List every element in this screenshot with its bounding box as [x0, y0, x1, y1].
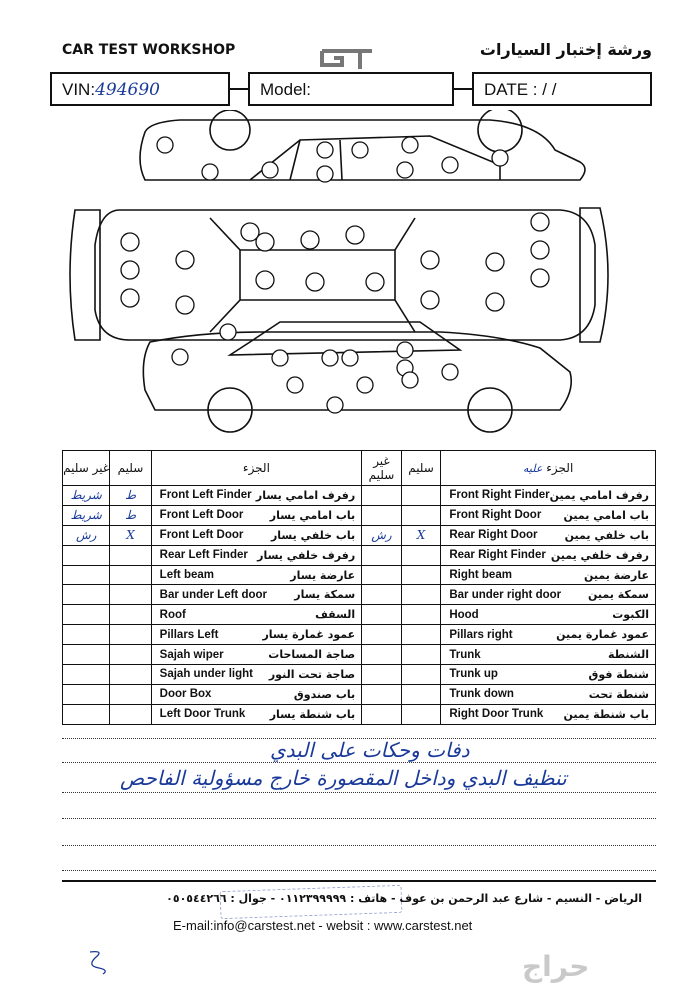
workshop-title-en: CAR TEST WORKSHOP [62, 42, 236, 58]
part-name-ar: صاجة تحت النور [268, 667, 356, 681]
part-cell [441, 525, 656, 545]
header-connector [454, 88, 472, 90]
part-cell [151, 565, 362, 585]
part-name-ar: عارضة يسار [290, 568, 356, 582]
not-good-cell[interactable] [362, 565, 402, 585]
table-row [63, 505, 656, 525]
not-good-cell[interactable] [63, 585, 110, 605]
part-name-en: Right beam [449, 569, 512, 581]
part-name-en: Pillars right [449, 628, 513, 641]
good-cell[interactable] [110, 545, 151, 565]
part-name-ar: سمكة يمين [588, 588, 649, 602]
handwritten-mark: ط [124, 508, 137, 523]
part-name-en: Sajah wiper [159, 648, 224, 661]
part-name-en: Bar under Left door [159, 588, 268, 601]
part-name-ar: رفرف امامي يسار [255, 488, 356, 502]
part-name-en: Trunk [449, 648, 481, 661]
notes-line [62, 870, 656, 871]
part-name-ar: باب شنطة يسار [269, 707, 356, 721]
good-cell[interactable] [401, 605, 441, 625]
inspection-table [62, 450, 656, 725]
part-name-en: Trunk up [449, 668, 498, 681]
good-cell[interactable] [110, 525, 151, 545]
col-good-right: سليم [401, 451, 441, 486]
handwritten-mark: رش [75, 528, 97, 543]
table-row [63, 545, 656, 565]
part-cell [441, 605, 656, 625]
part-name-en: Front Left Door [159, 529, 244, 542]
part-name-en: Left Door Trunk [159, 708, 246, 721]
part-name-en: Roof [159, 608, 186, 621]
pen-squiggle [85, 948, 115, 976]
part-name-ar: عارضة يمين [583, 568, 649, 582]
not-good-cell[interactable] [362, 665, 402, 685]
good-cell[interactable] [401, 704, 441, 724]
part-name-ar: شنطة تحت [588, 687, 649, 701]
not-good-cell[interactable] [63, 645, 110, 665]
col-good-left: سليم [110, 451, 151, 486]
part-name-en: Front Left Finder [159, 489, 252, 502]
part-name-ar: عمود غمارة يمين [556, 628, 649, 642]
part-name-ar: سمكة يسار [294, 588, 356, 602]
part-name-en: Rear Left Finder [159, 549, 248, 562]
vin-value: 494690 [95, 80, 160, 100]
good-cell[interactable] [110, 665, 151, 685]
table-row [63, 665, 656, 685]
handwritten-mark: ط [124, 488, 137, 503]
part-name-ar: الشنطة [608, 648, 649, 662]
part-name-en: Front Left Door [159, 509, 244, 522]
part-name-en: Front Right Door [449, 509, 542, 522]
part-cell [151, 684, 362, 704]
part-cell [151, 605, 362, 625]
not-good-cell[interactable] [63, 525, 110, 545]
part-name-en: Front Right Finder [449, 489, 550, 502]
table-row [63, 486, 656, 506]
footer-divider [62, 880, 656, 882]
col-part-right [441, 451, 656, 486]
model-field[interactable] [248, 72, 454, 106]
col-not-good-right: غير سليم [362, 451, 402, 486]
handwritten-mark: شريط [70, 508, 102, 523]
table-row [63, 645, 656, 665]
part-cell [441, 704, 656, 724]
col-part-left: الجزء [151, 451, 362, 486]
not-good-cell[interactable] [63, 545, 110, 565]
date-field[interactable] [472, 72, 652, 106]
not-good-cell[interactable] [362, 645, 402, 665]
part-name-ar: صاجة المساحات [268, 648, 356, 662]
watermark-logo: حراج [522, 950, 590, 983]
part-cell [151, 486, 362, 506]
good-cell[interactable] [110, 486, 151, 506]
part-name-ar: الكبوت [612, 608, 649, 622]
part-name-ar: باب صندوق [293, 687, 356, 701]
date-label: DATE : / / [484, 80, 557, 99]
table-row [63, 605, 656, 625]
good-cell[interactable] [401, 505, 441, 525]
part-cell [151, 525, 362, 545]
not-good-cell[interactable] [362, 684, 402, 704]
part-name-ar: شنطة فوق [588, 667, 649, 681]
part-cell [151, 625, 362, 645]
part-name-en: Hood [449, 608, 479, 621]
good-cell[interactable] [110, 585, 151, 605]
good-cell[interactable] [401, 665, 441, 685]
table-row [63, 585, 656, 605]
not-good-cell[interactable] [63, 505, 110, 525]
good-cell[interactable] [401, 625, 441, 645]
workshop-title-ar: ورشة إختبار السيارات [479, 40, 652, 59]
inspection-rows [63, 486, 656, 725]
part-cell [441, 665, 656, 685]
part-cell [441, 505, 656, 525]
part-cell [151, 704, 362, 724]
not-good-cell[interactable] [362, 704, 402, 724]
part-cell [441, 645, 656, 665]
handwritten-note-header: عليه [523, 462, 543, 475]
good-cell[interactable] [401, 525, 441, 545]
part-name-ar: باب امامي يمين [563, 508, 649, 522]
good-cell[interactable] [401, 486, 441, 506]
vin-field[interactable] [50, 72, 230, 106]
not-good-cell[interactable] [362, 605, 402, 625]
part-name-en: Door Box [159, 688, 212, 701]
part-cell [441, 585, 656, 605]
table-row [63, 704, 656, 724]
part-cell [151, 645, 362, 665]
part-name-ar: باب خلفي يمين [564, 528, 649, 542]
good-cell[interactable] [110, 605, 151, 625]
good-cell[interactable] [401, 545, 441, 565]
good-cell[interactable] [401, 645, 441, 665]
part-cell [151, 545, 362, 565]
part-cell [441, 684, 656, 704]
good-cell[interactable] [110, 684, 151, 704]
part-name-ar: رفرف امامي يمين [549, 488, 649, 502]
good-cell[interactable] [401, 684, 441, 704]
handwritten-mark: X [416, 528, 426, 543]
part-cell [441, 625, 656, 645]
table-row [63, 625, 656, 645]
good-cell[interactable] [110, 625, 151, 645]
part-cell [151, 665, 362, 685]
not-good-cell[interactable] [63, 605, 110, 625]
footer-address: الرياض - النسيم - شارع عبد الرحمن بن عوف - هاتف : ٠١١٢٣٩٩٩٩٩ - جوال : ٠٥٠٥٤٤٢٦٦ [166, 892, 642, 905]
table-row [63, 565, 656, 585]
part-name-en: Rear Right Finder [449, 549, 546, 562]
not-good-cell[interactable] [63, 665, 110, 685]
good-cell[interactable] [110, 565, 151, 585]
part-name-en: Trunk down [449, 688, 514, 701]
part-name-en: Left beam [159, 569, 214, 581]
good-cell[interactable] [401, 585, 441, 605]
notes-line [62, 845, 656, 846]
not-good-cell[interactable] [63, 704, 110, 724]
footer-contact: E-mail:info@carstest.net - websit : www.carstest.net [173, 918, 473, 933]
vin-label: VIN: [62, 80, 96, 99]
table-row [63, 684, 656, 704]
part-name-en: Bar under right door [449, 588, 562, 601]
good-cell[interactable] [110, 704, 151, 724]
not-good-cell[interactable] [362, 525, 402, 545]
not-good-cell[interactable] [63, 486, 110, 506]
not-good-cell[interactable] [362, 545, 402, 565]
part-right-label: الجزء [546, 461, 574, 475]
part-cell [441, 486, 656, 506]
gt-logo [318, 45, 376, 71]
good-cell[interactable] [401, 565, 441, 585]
logo-text: GT [347, 63, 349, 64]
model-label: Model: [260, 80, 312, 99]
part-name-en: Rear Right Door [449, 529, 538, 542]
note-line-1: دفات وحكات على البدي [270, 738, 470, 762]
not-good-cell[interactable] [63, 684, 110, 704]
notes-line [62, 762, 656, 763]
part-name-ar: باب امامي يسار [269, 508, 356, 522]
not-good-cell[interactable] [63, 565, 110, 585]
part-cell [441, 545, 656, 565]
good-cell[interactable] [110, 645, 151, 665]
part-cell [441, 565, 656, 585]
part-cell [151, 585, 362, 605]
not-good-cell[interactable] [362, 625, 402, 645]
notes-line [62, 792, 656, 793]
part-name-en: Pillars Left [159, 628, 219, 641]
part-cell [151, 505, 362, 525]
car-diagram [60, 110, 620, 445]
part-name-ar: رفرف خلفي يسار [257, 548, 356, 562]
not-good-cell[interactable] [362, 505, 402, 525]
table-row [63, 525, 656, 545]
not-good-cell[interactable] [362, 585, 402, 605]
handwritten-mark: رش [371, 528, 392, 543]
handwritten-mark: X [126, 528, 135, 543]
not-good-cell[interactable] [63, 625, 110, 645]
part-name-ar: باب شنطة يمين [563, 707, 649, 721]
part-name-en: Sajah under light [159, 668, 253, 681]
part-name-ar: رفرف خلفي يمين [550, 548, 649, 562]
note-line-2: تنظيف البدي وداخل المقصورة خارج مسؤولية الفاحص [120, 766, 567, 790]
notes-line [62, 818, 656, 819]
header-connector [230, 88, 248, 90]
good-cell[interactable] [110, 505, 151, 525]
part-name-en: Right Door Trunk [449, 708, 544, 721]
col-not-good-left: غير سليم [63, 451, 110, 486]
not-good-cell[interactable] [362, 486, 402, 506]
part-name-ar: باب خلفي يسار [270, 528, 356, 542]
handwritten-mark: شريط [70, 488, 102, 503]
part-name-ar: السقف [315, 608, 356, 622]
part-name-ar: عمود غمارة يسار [262, 628, 356, 642]
